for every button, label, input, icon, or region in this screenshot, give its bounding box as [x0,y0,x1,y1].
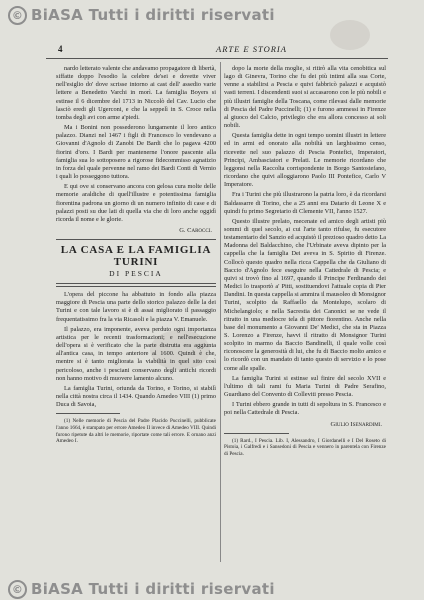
paragraph: Ma i Bonini non possederono lungamente il loro antico palazzo. Dianzi nel 1467 i figli di Francesco lo vendevano a Giovanni d'Agnolo di Zanobi De Bardi che lo pagava 4200 fiorini d'oro. I Bardi per mantenerne l'onore pascente alla famiglia sua lo sottoposero a rigorose fidecommisso agnatizio in forza del quale pervenne nel ramo dei Bardi Conti di Vernio i quali lo posseggono tuttora. [56,124,216,181]
watermark-text: BiASA Tutti i diritti riservati [31,580,275,598]
paragraph: La famiglia Turini, oriunda da Torino, e Torino, si stabilì nella città nostra circa il 1434. Quando Amedeo VIII (1) primo Duca di Savoia, [56,384,216,409]
paragraph: L'opera del piccone ha abbattuto in fondo alla piazza maggiore di Pescia una parte dello storico palazzo delle la dei Turini e con tale lavoro si è di assai migliorato il passaggio frequentatissimo fra la via Ricasoli e la piazza V. Emanuele. [56,291,216,323]
article-title: LA CASA E LA FAMIGLIA TURINI [60,244,212,269]
paragraph: nardo letterato valente che andavamo propagatore di libertà, siffatte doppo l'esodio la celebre de'sei e dovette viver nell'esiglio do' dove scrisse intorno ai cast dell' assedio varie lettere a Benedetto Varchi in morì. La famiglia Boyers si estinse il 6 dicembre del 1713 in Niccolò del Cav. Lucio che lasciò eredi gli Ugerconi, e che la seppelì in S. Croce nella tomba degli avi con arme a'piedi. [56,65,216,121]
left-column [56,65,216,561]
section-rule [56,239,216,240]
footnote: (1) Nelle memorie di Pescia del Padre Placido Puccinelli, pubblicate l'anno 1664, è stampato per errore Amedeo II invece di Amedeo VIII. Quindi furono ripetute da altri le memorie, riportate come tali errore. E ornano anzi Amedeo I. [56,418,216,445]
author-signature: Giulio Isenardimi. [330,420,382,428]
paragraph: Questo illustre prelato, mecenate ed amico degli artisti più sommi di quel secolo, ai cui l'arte tanto rifulse, fu esecutore testamentario del Sanzio ed acquistò il prezioso quadro detto La Madonna del Baldacchino, che l'Urbinate aveva dipinto per la cappella che la famiglia Dei aveva in S. Spirito di Firenze. Collocò questo quadro nella ricca Cappella che da Giuliano di Baccio d'Agnolo fece eseguire nella Cattedrale di Pescia; e quivi si trovò fino al 1697, quando il Principe Ferdinando dei Medici lo trasportò a' Pitti, sostituendovi l'attuale copia di Pier Dandini. In questa cappella si ammira il mausoleo di Monsignor Turini, scolpito da Raffaello da Montelupo, scolaro di Michelangiolo; e nella Sacrestia dei Canonici se ne vede il ritratto in una mediocre tela di pittore fiorentino. Anche nella base del monumento a Giovanni De' Medici, che sta in Piazza S. Lorenzo a Firenze, havvi il ritratto di Monsignor Turini scolpito in marmo da Baccio Bandinelli, il quale volle così riconoscere la generosità di lui, che fu di Baccio molto amico e lo ricordò con un mandato di tanto questo di servizio e lo pose come alle spalle. [224,217,386,372]
watermark-top [8,6,275,25]
footnote-rule [56,413,120,414]
article-subtitle: DI PESCIA [109,269,163,279]
paragraph: La famiglia Turini si estinse sul finire del secolo XVII e l'ultimo di tali rami fu Maria Turini di Padre Serafino, Guardiano del Convento di Colleviti presso Pescia. [224,374,386,399]
watermark-text: BiASA Tutti i diritti riservati [31,6,275,24]
page-number: 4 [58,44,63,54]
author-signature: G. Carocci. [179,226,212,234]
running-title: ARTE E STORIA [216,44,287,54]
paragraph: Il palazzo, era imponente, aveva perduto ogni importanza artistica per le recenti trasformazioni; e nell'esecuzione dell'opera si è verificato che la parte distrutta era aggiunta all'antica casa, in tempo anteriore al 1600. Quindi è che, mentre si è tanto migliorata la viabilità in quel sito così pericoloso, anche i pesciani conservano degli antichi ricordi non hanno motivo di muovere lamento alcuno. [56,325,216,382]
footnote-rule [224,433,289,434]
header-rule [46,58,388,59]
footnote: (1) Rard., I Pescia. Lib. I, Alessandro, I Giordanelli e I Del Roseto di Pistoia, i Galfredi e i Sansedoni di Pescia e vennero in parentela con Firenze di Pescia. [224,437,386,457]
watermark-bottom [8,580,275,599]
paragraph: Fra i Turini che più illustrarono la patria loro, è da ricordarsi Baldassarre di Torino, che a 25 anni era Datario di Leone X e quindi fu primo Segretario di Clemente VII, l'anno 1527. [224,191,386,215]
copyright-icon: © [8,580,27,599]
copyright-icon: © [8,6,27,25]
paragraph: Questa famiglia dette in ogni tempo uomini illustri in lettere ed in armi ed onorato alla nobiltà un larghissimo censo, ricevette nel suo palazzo di Pescia Pontefici, Imperatori, Principi, Ambasciatori e Prelati. Le memorie ricordano che leggonsi nella Raccolta corrispondente in Borgo Santostefano, ricordano che quivi alloggiarono Paolo III Pontefice, Carlo V Imperatore. [224,132,386,189]
paragraph: dopo la morte della moglie, si ritirò alla vita cenobitica sul lago di Ginevra, Torino che fu dei più intimi alla sua Corte, venne a stabilirsi a Pescia e quivi fabbricò palazzi e acquistò vasti terreni. I discendenti suoi si accasarono con le più nobili e più illustri famiglie della Toscana, come rilevasi dalle memorie di Pescia del Padre Puccinelli; (1) e furono ammessi in Firenze al giuoco del Calcio, privilegio che era allora concesso ai soli nobili. [224,65,386,130]
page-header [46,44,388,56]
title-rule [56,283,216,287]
paragraph: E qui ove si conservano ancora con gelosa cura molte delle memorie araldiche di quell'illustre e potentissima famiglia fiorentina padrona un giorno di un numero infinito di case e di palazzi posti su due lati di quella via che di loro anche oggidì ricorda il nome e le glorie. [56,183,216,223]
right-column [224,65,386,561]
column-divider [220,62,221,562]
paragraph: I Turini ebbero grande in tutti di sepoltura in S. Francesco e poi nella Cattedrale di Pescia. [224,401,386,417]
